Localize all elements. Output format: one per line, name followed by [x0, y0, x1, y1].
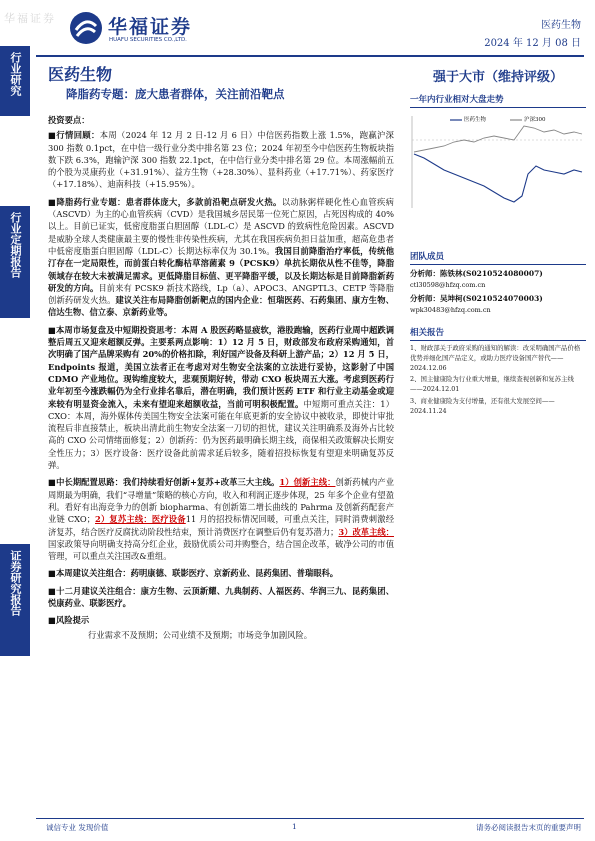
report-title: 降脂药专题：庞大患者群体，关注前沿靶点: [66, 87, 285, 101]
lead: 中长期配置思路：我们持续看好创新+复苏+改革三大主线。: [56, 477, 280, 488]
watermark: 华福证券: [4, 12, 56, 25]
brand-name: 华福证券: [108, 16, 193, 38]
related-item[interactable]: 2、国主健康险为行业重大增量，继续查视创新和复苏主线——2024.12.01: [410, 375, 574, 394]
bullet-icon: ■: [48, 585, 56, 596]
page-number: 1: [292, 822, 297, 831]
legend-sector: 医药生物: [464, 117, 487, 123]
sidebar-label-periodic-report: [0, 206, 30, 318]
bullet-icon: ■: [48, 615, 56, 626]
text-bold: 建议关注布局降脂创新靶点的国内企业：恒瑞医药、石药集团、康方生物、信达生物、信立泰、京新药业等。: [48, 295, 394, 318]
analyst-2: [410, 293, 586, 316]
text: 目前来有 PCSK9 新技术路线，Lp（a）、APOC3、ANGPTL3、CETP 等降脂创新药研发火热。: [48, 282, 394, 306]
footer-disclaimer: 请务必阅读报告末页的重要声明: [476, 823, 581, 832]
company-logo: [68, 10, 238, 50]
analyst-label: 分析师：: [410, 294, 440, 303]
series-hs300: [414, 126, 582, 152]
lead: 本周建议关注组合：药明康德、联影医疗、京新药业、昆药集团、普瑞眼科。: [56, 568, 339, 579]
analyst-name: 陈铁林(S0210524080007): [440, 269, 543, 278]
risk-text: 行业需求不及预期；公司业绩不及预期；市场竞争加剧风险。: [88, 629, 313, 640]
sidebar-text: 行业研究: [9, 52, 22, 96]
sidebar-label-securities-research: [0, 544, 30, 656]
sector-title: 医药生物: [48, 65, 113, 84]
right-column: [410, 60, 586, 417]
text: 国家政策导向明确支持高分红企业，鼓励优质公司并购整合，结合国企改革，破净公司的市值管理，可以重点关注国改&重组。: [48, 538, 394, 562]
sidebar-label-industry-research: [0, 46, 30, 116]
paragraph-long-term: [48, 476, 394, 562]
key-points-label: 投资要点：: [48, 115, 90, 125]
related-heading: 相关报告: [410, 326, 586, 341]
legend-hs300: 沪深300: [524, 117, 546, 123]
paragraph-december-portfolio: [48, 585, 394, 610]
bullet-icon: ■: [48, 324, 56, 335]
analyst-1: [410, 268, 586, 291]
text-bold: 我国目前降脂治疗率低，传统他汀存在一定局限性，而前蛋白转化酶枯草溶菌素 9（PCSK9）单抗长期依从性不佳等，降脂领域存在较大未被满足需求。更低降脂目标值、更平降脂平缓，以及长期达标是目前降脂新药研发的方向。: [48, 245, 394, 293]
highlight: 2）复苏主线：医疗设备: [95, 514, 186, 525]
related-item[interactable]: 3、商业健康险为支付增量，还有很大发展空间——2024.11.24: [410, 396, 555, 415]
chart-svg: [410, 112, 586, 212]
paragraph-weekly-portfolio: [48, 567, 394, 579]
paragraph-lipid-topic: [48, 196, 394, 319]
header-date: 2024 年 12 月 08 日: [484, 38, 581, 49]
lead: 十二月建议关注组合：康方生物、云顶新耀、九典制药、人福医药、华润三九、昆药集团、悦康药业、联影医疗。: [48, 585, 394, 608]
logo-mark-icon: [68, 10, 104, 46]
sidebar: [0, 36, 30, 840]
analyst-email[interactable]: ctl30598@hfzq.com.cn: [410, 281, 486, 289]
team-heading: 团队成员: [410, 250, 586, 265]
bullet-icon: ■: [48, 568, 56, 579]
sidebar-text: 证券研究报告: [9, 550, 22, 616]
series-sector: [414, 154, 582, 202]
header-rule: [36, 55, 584, 57]
relative-performance-chart: [410, 112, 586, 212]
rating: 强于大市（维持评级）: [432, 70, 563, 85]
footer-rule: [36, 818, 584, 819]
chart-title: 一年内行业相对大盘走势: [410, 93, 586, 108]
brand-name-en: HUAFU SECURITIES CO.,LTD.: [109, 37, 187, 43]
paragraph-market-review: [48, 129, 394, 190]
lead: 降脂药行业专题：患者群体庞大，多款前沿靶点研发火热。: [56, 196, 282, 207]
analyst-name: 吴坤柯(S0210524070003): [440, 294, 543, 303]
related-item[interactable]: 1、财政部关于政府采购的通知的解读：改采明确国产品价格优势并细化国产品定义，或助力医疗设备国产替代——2024.12.06: [410, 344, 581, 372]
bullet-icon: ■: [48, 130, 56, 141]
text: 以动脉粥样硬化性心血管疾病（ASCVD）为主的心血管疾病（CVD）是我国城乡居民第一位死亡原因，占死因构成的 40%以上。目前已证实，低密度脂蛋白胆固醇（LDL-C）是 ASCVD 的致病性危险因素。ASCVD 是威胁全球人类健康最主要的慢性非传染性疾病，尤其在我国疾病负担日益加重，超高危患者中低密度脂蛋白胆固醇（LDL-C）长期达标率仅为 30.1%。: [48, 196, 394, 256]
text: 中短期可重点关注：1）CXO：本周，海外媒体传美国生物安全法案可能在年底更新的安全协议中被收录，即使计审批流程后非直接禁止，板块出清此前生物安全法案一刀切的担忧，建议关注明确系及海外占比较高的 CXO 公司情绪面修复；2）创新药：仍为医药最明确长期主线，商保相关政策解决长期安全性压力；3）医疗设备：医疗设备此前需求延后较多，随着招投标恢复有望迎来明确复苏反弹。: [48, 398, 394, 471]
bullet-icon: ■: [48, 477, 56, 488]
analyst-label: 分析师：: [410, 269, 440, 278]
analyst-email[interactable]: wpk30483@hfzq.com.cn: [410, 306, 491, 314]
text: 11 月的招投标情况回暖，可重点关注，同时消费刺激经济复苏，结合医疗反腐扰动阶段性结束，预计消费医疗在调整后仍有复苏潜力；: [48, 514, 394, 537]
text: 创新药械内产业周期最为明确，我们“寻增量”策略的核心方向，收入和利润正逐步体现，25 年多个企业有望盈利。看好有出海竞争力的创新 biopharma、有创新第二增长曲线的 Pahrma 及创新药配套产业链 CXO；: [48, 477, 394, 525]
bullet-icon: ■: [48, 196, 56, 207]
text-bold: 本周市场复盘及中短期投资思考：本周 A 股医药略显疲软，港股跑输，医药行业周中超跌调整后周五又迎来超额反弹。主要系两点影响：1）12 月 5 日，财政部发布政府采购通知，首次明确了国产品牌采购有 20%的价格扣除，利好国产设备及科研上游产品；2）12 月 5 日，Endpoints 报道，美国立法者正在考虑对对生物安全法案的立法进行妥协，这影射了中国 CDMO 产业地位。现钩维度较大，悲观预期好转，带动 CXO 板块周五大涨。考虑到医药行业年初至今涨跌幅仍为全行业排名靠后，潜在明确，我们预计医药 ETF 和行业主动基金或迎来较有明显资金流入，未来有望迎来超额收益，当前可明积极配置。: [48, 324, 394, 409]
paragraph-risk: [48, 614, 394, 626]
header-sector: 医药生物: [541, 20, 581, 31]
text: 本周（2024 年 12 月 2 日-12 月 6 日）中信医药指数上涨 1.5%，跑赢沪深 300 指数 0.1pct，在中信一级行业分类中排名第 23 位；2024 年初至今中信医药生物板块指数下跌 6.3%，跑输沪深 300 指数 22.1pct，在中信行业分类中排名第 29 位。本周涨幅前五的个股为灵康药业（+31.91%）、益方生物（+28.30%）、显科药业（+17.71%）、药家医疗（+17.18%）、迪南科技（+15.95%）。: [48, 130, 394, 190]
paragraph-weekly-review: [48, 324, 394, 472]
main-body: [48, 114, 394, 646]
lead: 风险提示: [56, 615, 90, 626]
sidebar-text: 行业定期报告: [9, 212, 22, 278]
lead: 行情回顾：: [56, 130, 100, 141]
highlight: 1）创新主线：: [279, 477, 336, 488]
footer-slogan: 诚信专业 发现价值: [46, 823, 109, 832]
highlight: 3）改革主线：: [338, 526, 394, 537]
